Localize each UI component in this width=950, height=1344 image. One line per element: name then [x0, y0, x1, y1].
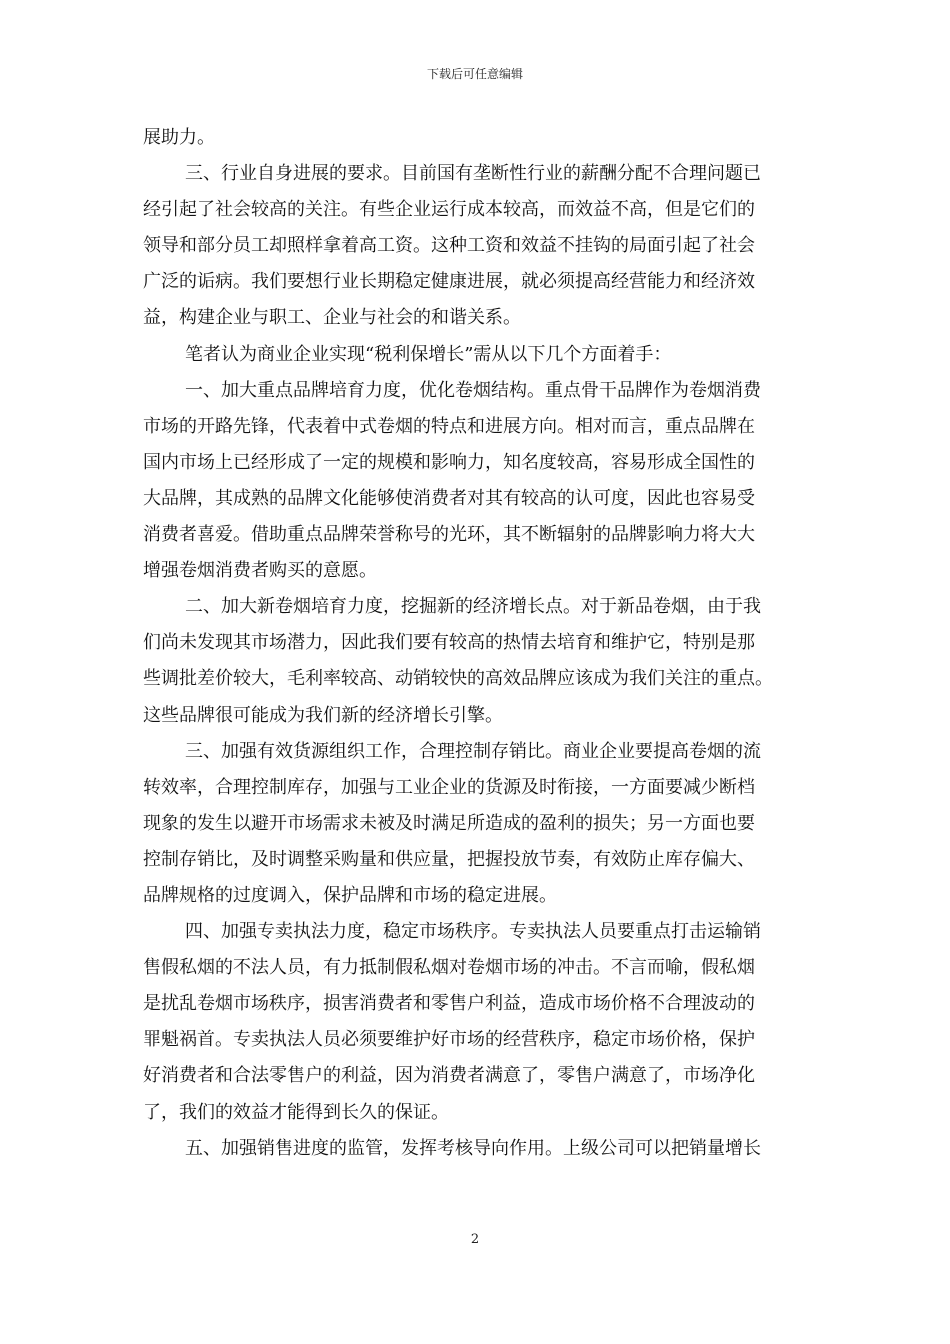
text-line: 售假私烟的不法人员，有力抵制假私烟对卷烟市场的冲击。不言而喻，假私烟 [143, 957, 755, 979]
text-line: 是扰乱卷烟市场秩序，损害消费者和零售户利益，造成市场价格不合理波动的 [143, 993, 755, 1015]
text-line: 二、加大新卷烟培育力度，挖掘新的经济增长点。对于新品卷烟，由于我 [185, 596, 761, 618]
text-line: 转效率，合理控制库存，加强与工业企业的货源及时衔接，一方面要减少断档 [143, 776, 755, 798]
text-line: 三、加强有效货源组织工作，合理控制存销比。商业企业要提高卷烟的流 [185, 740, 761, 762]
text-line: 们尚未发现其市场潜力，因此我们要有较高的热情去培育和维护它，特别是那 [143, 632, 755, 654]
text-line: 五、加强销售进度的监管，发挥考核导向作用。上级公司可以把销量增长 [185, 1137, 761, 1159]
text-line: 品牌规格的过度调入，保护品牌和市场的稳定进展。 [143, 884, 557, 906]
text-line: 四、加强专卖执法力度，稳定市场秩序。专卖执法人员要重点打击运输销 [185, 921, 761, 943]
text-line: 这些品牌很可能成为我们新的经济增长引擎。 [143, 704, 503, 726]
text-line: 笔者认为商业企业实现“税利保增长”需从以下几个方面着手： [185, 343, 672, 365]
text-line: 罪魁祸首。专卖执法人员必须要维护好市场的经营秩序，稳定市场价格，保护 [143, 1029, 755, 1051]
text-line: 了，我们的效益才能得到长久的保证。 [143, 1101, 449, 1123]
text-line: 控制存销比，及时调整采购量和供应量，把握投放节奏，有效防止库存偏大、 [143, 848, 755, 870]
text-line: 市场的开路先锋，代表着中式卷烟的特点和进展方向。相对而言，重点品牌在 [143, 415, 755, 437]
text-line: 现象的发生以避开市场需求未被及时满足所造成的盈利的损失；另一方面也要 [143, 812, 755, 834]
text-line: 领导和部分员工却照样拿着高工资。这种工资和效益不挂钩的局面引起了社会 [143, 235, 755, 257]
text-line: 益，构建企业与职工、企业与社会的和谐关系。 [143, 307, 521, 329]
text-line: 好消费者和合法零售户的利益，因为消费者满意了，零售户满意了，市场净化 [143, 1065, 755, 1087]
text-line: 经引起了社会较高的关注。有些企业运行成本较高，而效益不高，但是它们的 [143, 199, 755, 221]
text-line: 广泛的诟病。我们要想行业长期稳定健康进展，就必须提高经营能力和经济效 [143, 271, 755, 293]
text-line: 大品牌，其成熟的品牌文化能够使消费者对其有较高的认可度，因此也容易受 [143, 487, 755, 509]
text-line: 一、加大重点品牌培育力度，优化卷烟结构。重点骨干品牌作为卷烟消费 [185, 379, 761, 401]
page-number: 2 [470, 1232, 480, 1247]
document-body [143, 120, 815, 1167]
text-line: 国内市场上已经形成了一定的规模和影响力，知名度较高，容易形成全国性的 [143, 451, 755, 473]
text-line: 消费者喜爱。借助重点品牌荣誉称号的光环，其不断辐射的品牌影响力将大大 [143, 524, 755, 546]
text-line: 些调批差价较大，毛利率较高、动销较快的高效品牌应该成为我们关注的重点。 [143, 668, 773, 690]
text-line: 增强卷烟消费者购买的意愿。 [143, 560, 377, 582]
page-header: 下载后可任意编辑 [426, 67, 523, 81]
text-line: 展助力。 [143, 127, 215, 148]
text-line: 三、行业自身进展的要求。目前国有垄断性行业的薪酬分配不合理问题已 [185, 163, 761, 185]
